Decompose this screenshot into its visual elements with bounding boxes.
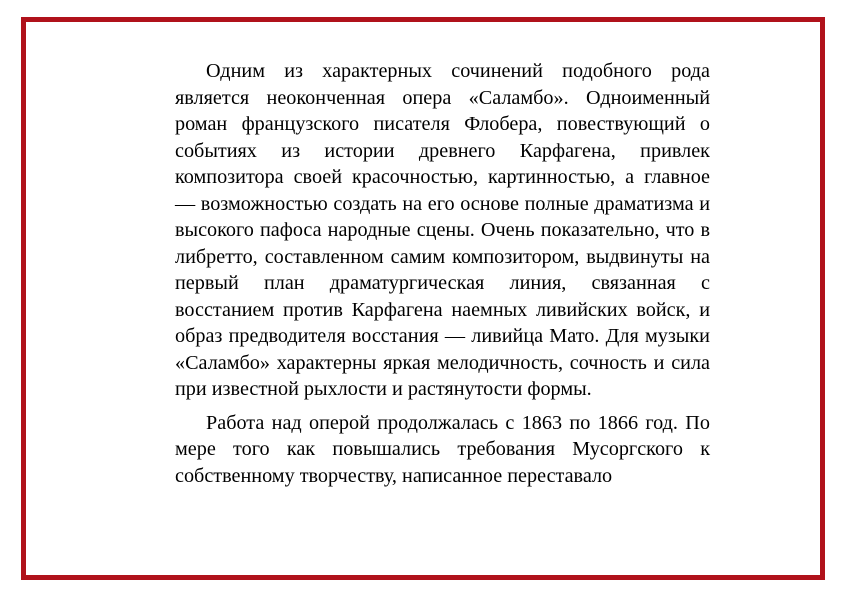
text-body: [175, 58, 710, 489]
paragraph-1: Одним из характерных сочинений подобного рода является неоконченная опера «Саламбо». Одноименный роман французского писателя Флобера, повествующий о событиях из истории древнего Карфагена, привлек композитора своей красочностью, картинностью, а главное — возможностью создать на его основе полные драматизма и высокого пафоса народные сцены. Очень показательно, что в либретто, составленном самим композитором, выдвинуты на первый план драматургическая линия, связанная с восстанием против Карфагена наемных ливийских войск, и образ предводителя восстания — ливийца Мато. Для музыки «Саламбо» характерны яркая мелодичность, сочность и сила при известной рыхлости и растянутости формы.: [175, 60, 710, 400]
paragraph-2: Работа над оперой продолжалась с 1863 по 1866 год. По мере того как повышались требования Мусоргского к собственному творчеству, написанное переставало: [175, 411, 710, 487]
